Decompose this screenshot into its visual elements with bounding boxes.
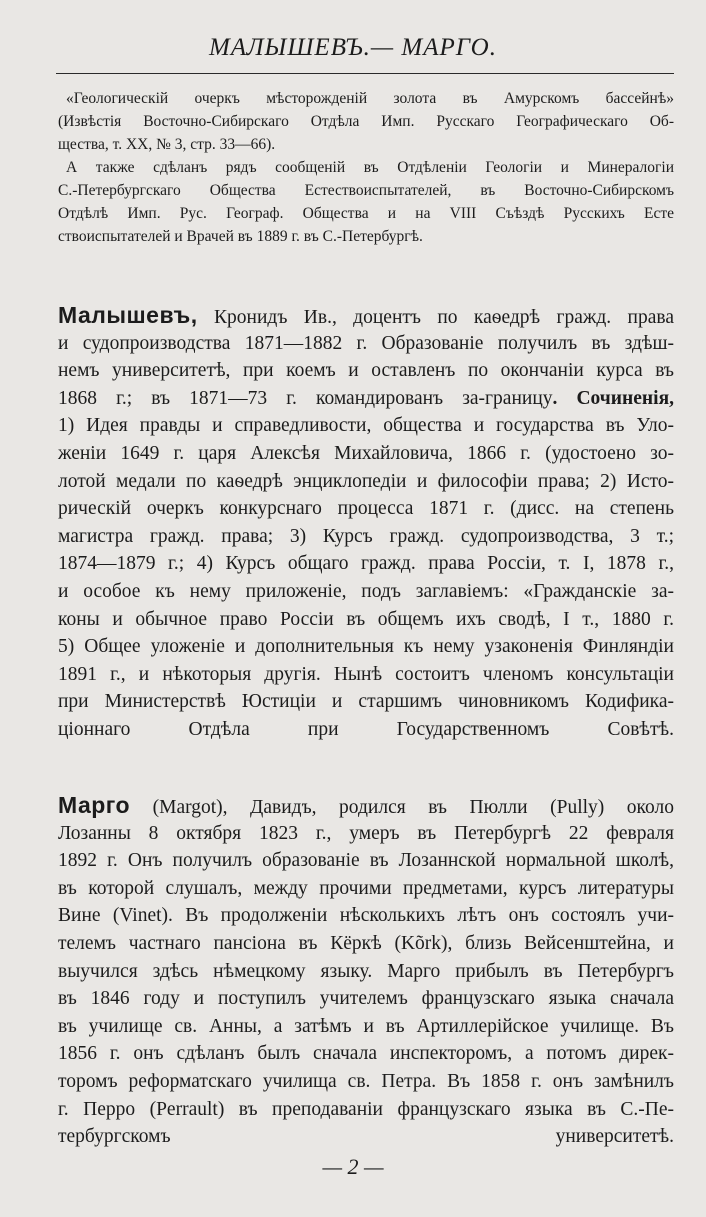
entry-first-line: [58, 302, 674, 330]
text-line: 5) Общее уложеніе и дополнительныя къ нему узаконенія Финляндіи: [58, 636, 674, 658]
text-line: выучился здѣсь нѣмецкому языку. Марго прибылъ въ Петербургъ: [58, 960, 674, 982]
text-line: женіи 1649 г. царя Алексѣя Михайловича, 1866 г. (удостоено зо-: [58, 442, 674, 464]
text-line: Отдѣлѣ Имп. Рус. Географ. Общества и на VIII Съѣздѣ Русскихъ Есте: [58, 205, 674, 222]
text-line: [58, 744, 674, 772]
entry-name: Марго: [58, 792, 131, 818]
text-line: лотой медали по каѳедрѣ энциклопедіи и философіи права; 2) Исто-: [58, 470, 674, 492]
text-line: Лозанны 8 октября 1823 г., умеръ въ Петербургѣ 22 февраля: [58, 822, 674, 844]
text-line: и особое къ нему приложеніе, подъ заглавіемъ: «Гражданскіе за-: [58, 580, 674, 602]
text-line: 1868 г.; въ 1871—73 г. командированъ за-границу. Сочиненія,: [58, 387, 674, 409]
header-rule: [56, 73, 674, 74]
text-line: телемъ частнаго пансіона въ Кёркѣ (Kõrk), близь Вейсенштейна, и: [58, 932, 674, 954]
text-line: (Margot), Давидъ, родился въ Пюлли (Pully) около: [130, 797, 674, 818]
text-line: «Геологическій очеркъ мѣсторожденій золота въ Амурскомъ бассейнѣ»: [66, 90, 674, 107]
text-line: коны и обычное право Россіи въ общемъ ихъ сводѣ, I т., 1880 г.: [58, 608, 674, 630]
page-number: — 2 —: [322, 1154, 384, 1179]
text-line: при Министерствѣ Юстиціи и старшимъ чиновникомъ Кодифика-: [58, 691, 674, 713]
text-line: въ училище св. Анны, а затѣмъ и въ Артиллерійское училище. Въ: [58, 1015, 674, 1037]
text-line: рическій очеркъ конкурснаго процесса 1871 г. (дисс. на степень: [58, 498, 674, 520]
text-line: щества, т. XX, № 3, стр. 33—66).: [58, 136, 276, 153]
text-line: ціоннаго Отдѣла при Государственномъ Совѣтѣ.: [58, 718, 674, 740]
text-line: и судопроизводства 1871—1882 г. Образованіе получилъ въ здѣш-: [58, 332, 674, 354]
entry-first-line: [58, 792, 674, 820]
text-line: въ которой слушалъ, между прочими предметами, курсъ литературы: [58, 877, 674, 899]
text-line: въ 1846 году и поступилъ учителемъ французскаго языка сначала: [58, 988, 674, 1010]
text-line: г. Перро (Perrault) въ преподаваніи французскаго языка въ С.-Пе-: [58, 1098, 674, 1120]
text-line: ствоиспытателей и Врачей въ 1889 г. въ С.-Петербургѣ.: [58, 228, 423, 245]
text-line: торомъ реформатскаго училища св. Петра. Въ 1858 г. онъ замѣнилъ: [58, 1070, 674, 1092]
text-line: 1856 г. онъ сдѣланъ былъ сначала инспекторомъ, а потомъ дирек-: [58, 1043, 674, 1065]
text-line: (Извѣстія Восточно-Сибирскаго Отдѣла Имп. Русскаго Географическаго Об-: [58, 113, 674, 130]
text-line: 1892 г. Онъ получилъ образованіе въ Лозаннской нормальной школѣ,: [58, 850, 674, 872]
intro-section: [58, 87, 674, 248]
text-line: 1891 г., и нѣкоторыя другія. Нынѣ состоитъ членомъ консультаціи: [58, 663, 674, 685]
text-line: 1874—1879 г.; 4) Курсъ общаго гражд. права Россіи, т. I, 1878 г.,: [58, 553, 674, 575]
entry-malyshev: [58, 302, 674, 771]
text-line: Вине (Vinet). Въ продолженіи нѣсколькихъ лѣтъ онъ состоялъ учи-: [58, 905, 674, 927]
entry-name: Малышевъ,: [58, 302, 198, 328]
text-line: 1) Идея правды и справедливости, общества и государства въ Уло-: [58, 415, 674, 437]
text-line: А также сдѣланъ рядъ сообщеній въ Отдѣленіи Геологіи и Минералогіи: [66, 159, 674, 176]
text-line: немъ университетѣ, при коемъ и оставленъ по окончаніи курса въ: [58, 360, 674, 382]
text-line: магистра гражд. права; 3) Курсъ гражд. судопроизводства, 3 т.;: [58, 525, 674, 547]
entry-margo: [58, 792, 674, 1178]
text-line: С.-Петербургскаго Общества Естествоиспытателей, въ Восточно-Сибирскомъ: [58, 182, 674, 199]
running-header: МАЛЫШЕВЪ.— МАРГО.: [209, 34, 497, 61]
text-line: Кронидъ Ив., доцентъ по каѳедрѣ гражд. права: [197, 307, 674, 328]
text-line: тербургскомъ университетѣ.: [58, 1126, 674, 1148]
